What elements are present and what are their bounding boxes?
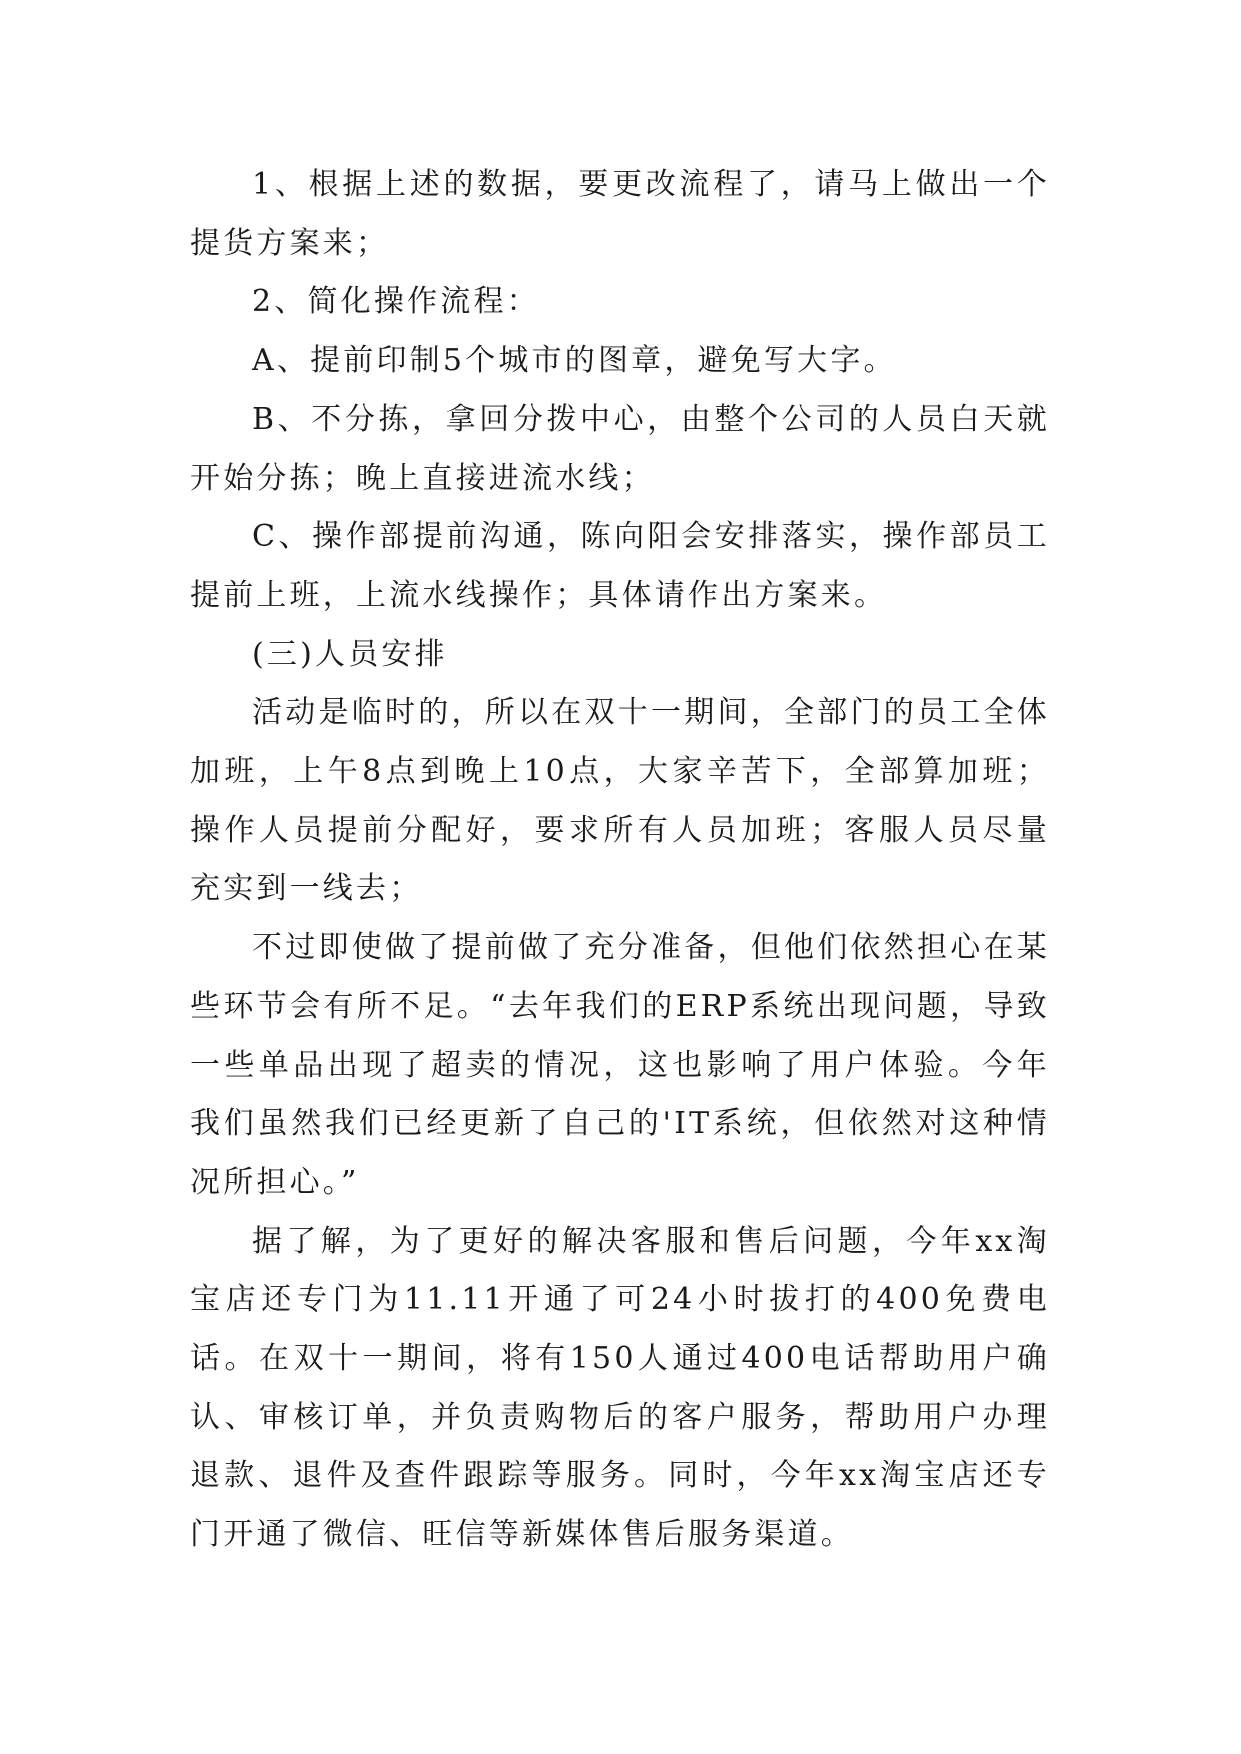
paragraph-customer-service: 据了解，为了更好的解决客服和售后问题，今年xx淘宝店还专门为11.11开通了可24小时拔打的400免费电话。在双十一期间，将有150人通过400电话帮助用户确认、审核订单，并负责购物后的客户服务，帮助用户办理退款、退件及查件跟踪等服务。同时，今年xx淘宝店还专门开通了微信、旺信等新媒体售后服务渠道。	[190, 1223, 1050, 1553]
document-body	[190, 156, 1050, 1565]
paragraph-simplify-heading: 2、简化操作流程：	[252, 284, 540, 320]
section-heading-staffing: (三)人员安排	[252, 636, 448, 672]
paragraph-item-c: C、操作部提前沟通，陈向阳会安排落实，操作部员工提前上班，上流水线操作；具体请作出方案来。	[190, 519, 1050, 613]
paragraph-overtime: 活动是临时的，所以在双十一期间，全部门的员工全体加班，上午8点到晚上10点，大家辛苦下，全部算加班；操作人员提前分配好，要求所有人员加班；客服人员尽量充实到一线去；	[190, 695, 1050, 907]
paragraph-erp-concern: 不过即使做了提前做了充分准备，但他们依然担心在某些环节会有所不足。“去年我们的ERP系统出现问题，导致一些单品出现了超卖的情况，这也影响了用户体验。今年我们虽然我们已经更新了自己的'IT系统，但依然对这种情况所担心。”	[190, 930, 1050, 1200]
paragraph-item-b: B、不分拣，拿回分拨中心，由整个公司的人员白天就开始分拣；晚上直接进流水线；	[190, 401, 1050, 496]
paragraph-pickup-plan: 1、根据上述的数据，要更改流程了，请马上做出一个提货方案来；	[190, 167, 1050, 261]
paragraph-item-a: A、提前印制5个城市的图章，避免写大字。	[252, 343, 897, 379]
